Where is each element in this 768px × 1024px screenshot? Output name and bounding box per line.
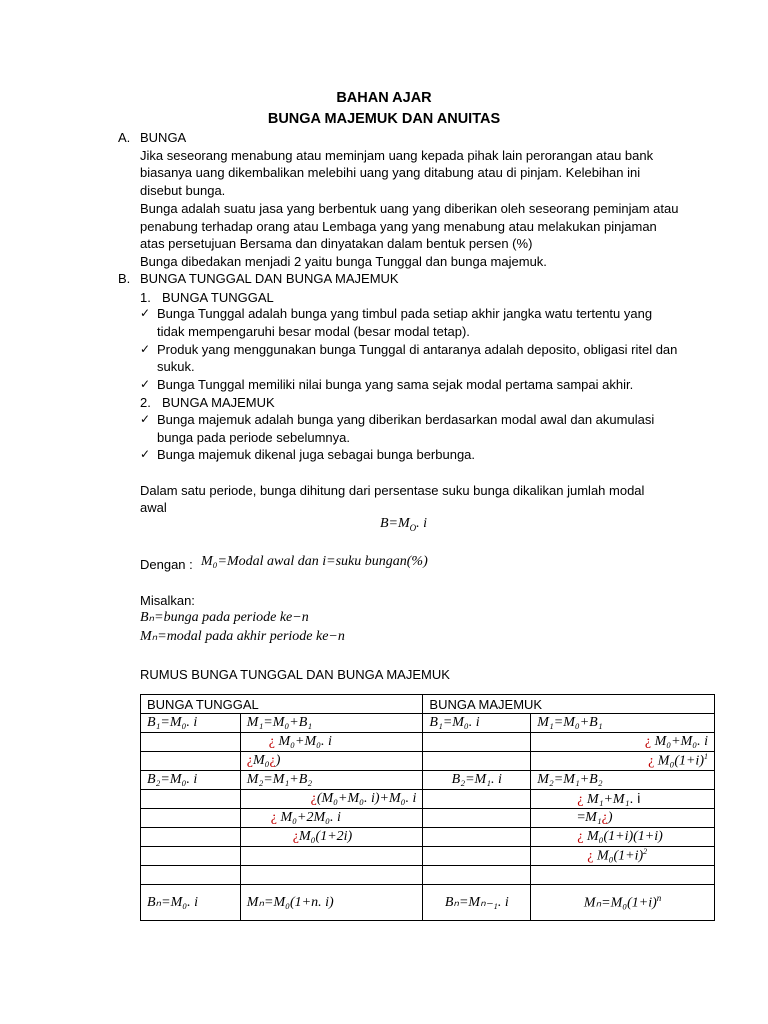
table-row <box>141 828 715 847</box>
table-cell <box>141 866 241 885</box>
table-cell <box>423 790 531 809</box>
section-a-line: Bunga dibedakan menjadi 2 yaitu bunga Tunggal dan bunga majemuk. <box>140 254 547 269</box>
table-cell <box>423 847 531 866</box>
misal-formula: Mₙ=modal pada akhir periode ke−n <box>140 629 345 644</box>
check-icon: ✓ <box>140 306 151 320</box>
table-cell: B₁=M₀. i <box>141 714 241 733</box>
table-cell <box>531 866 715 885</box>
check-item: Bunga majemuk dikenal juga sebagai bunga berbunga. <box>157 447 476 462</box>
table-row <box>141 733 715 752</box>
table-cell: B₂=M₁. i <box>423 771 531 790</box>
subsection-1-label: BUNGA TUNGGAL <box>162 290 274 305</box>
section-a-line: disebut bunga. <box>140 183 226 198</box>
table-row <box>141 809 715 828</box>
check-icon: ✓ <box>140 342 151 356</box>
table-cell: Mₙ=M₀(1+n. i) <box>240 885 423 921</box>
table-cell <box>423 828 531 847</box>
paragraph: awal <box>140 500 167 515</box>
section-a-mark: A. <box>118 130 131 145</box>
paragraph: Dalam satu periode, bunga dihitung dari persentase suku bunga dikalikan jumlah modal <box>140 483 645 498</box>
check-item: Bunga majemuk adalah bunga yang diberikan berdasarkan modal awal dan akumulasi <box>157 412 655 427</box>
table-cell: M₂=M₁+B₂ <box>531 771 715 790</box>
table-cell: M₂=M₁+B₂ <box>240 771 423 790</box>
table-header-row <box>141 695 715 714</box>
section-a-line: Bunga adalah suatu jasa yang berbentuk uang yang diberikan oleh seseorang peminjam atau <box>140 201 679 216</box>
table-cell <box>423 752 531 771</box>
doc-title: BAHAN AJAR <box>336 90 432 106</box>
subsection-1-num: 1. <box>140 290 151 305</box>
table-cell: ¿ M₀+2M₀. i <box>240 809 423 828</box>
check-item: Produk yang menggunakan bunga Tunggal di antaranya adalah deposito, obligasi ritel dan <box>157 342 678 357</box>
misal-formula: Bₙ=bunga pada periode ke−n <box>140 610 309 625</box>
table-cell <box>141 847 241 866</box>
section-b-mark: B. <box>118 271 131 286</box>
header-tunggal: BUNGA TUNGGAL <box>141 695 423 714</box>
table-row <box>141 771 715 790</box>
table-cell <box>141 733 241 752</box>
table-cell: M₁=M₀+B₁ <box>531 714 715 733</box>
check-item: bunga pada periode sebelumnya. <box>157 430 350 445</box>
table-cell: $M_n=M_0(1+i)^n$ <box>531 885 715 921</box>
table-row <box>141 847 715 866</box>
table-cell: ¿ $M_0(1+i)^1$ <box>531 752 715 771</box>
table-cell: ¿M₀(1+2i) <box>240 828 423 847</box>
doc-subtitle: BUNGA MAJEMUK DAN ANUITAS <box>267 111 501 127</box>
dengan-label: Dengan : <box>140 557 193 572</box>
table-row <box>141 866 715 885</box>
table-cell: ¿ M₀+M₀. i <box>531 733 715 752</box>
check-item: Bunga Tunggal adalah bunga yang timbul pada setiap akhir jangka watu tertentu yang <box>157 306 653 321</box>
rumus-heading: RUMUS BUNGA TUNGGAL DAN BUNGA MAJEMUK <box>140 667 450 682</box>
check-icon: ✓ <box>140 377 151 391</box>
table-cell <box>141 790 241 809</box>
check-item: sukuk. <box>157 359 195 374</box>
table-cell: ¿M₀¿) <box>240 752 423 771</box>
check-icon: ✓ <box>140 412 151 426</box>
section-a-line: atas persetujuan Bersama dan dinyatakan dalam bentuk persen (%) <box>140 236 533 251</box>
table-cell: ¿ $M_0(1+i)^2$ <box>531 847 715 866</box>
header-majemuk: BUNGA MAJEMUK <box>423 695 715 714</box>
table-cell: ¿ M₀(1+i)(1+i) <box>531 828 715 847</box>
table-cell <box>423 809 531 828</box>
section-a-line: biasanya uang dikembalikan melebihi uang yang ditabung atau di pinjam. Kelebihan ini <box>140 165 641 180</box>
table-cell: ¿(M₀+M₀. i)+M₀. i <box>240 790 423 809</box>
table-cell <box>141 809 241 828</box>
table-cell: Bₙ=M₀. i <box>141 885 241 921</box>
table-cell: ¿ M₀+M₀. i <box>240 733 423 752</box>
table-cell <box>423 866 531 885</box>
section-a-line: penabung terhadap orang atau Lembaga yang yang menabung atau melakukan pinjaman <box>140 219 657 234</box>
table-cell <box>240 866 423 885</box>
table-cell <box>141 752 241 771</box>
check-icon: ✓ <box>140 447 151 461</box>
table-cell <box>423 733 531 752</box>
table-cell <box>141 828 241 847</box>
check-item: tidak mempengaruhi besar modal (besar modal tetap). <box>157 324 470 339</box>
check-item: Bunga Tunggal memiliki nilai bunga yang sama sejak modal pertama sampai akhir. <box>157 377 634 392</box>
table-row <box>141 885 715 921</box>
table-cell: Bₙ=Mₙ₋₁. i <box>423 885 531 921</box>
table-row <box>141 752 715 771</box>
section-a-heading: BUNGA <box>140 130 187 145</box>
table-cell: =M₁¿) <box>531 809 715 828</box>
section-a-line: Jika seseorang menabung atau meminjam uang kepada pihak lain perorangan atau bank <box>140 148 654 163</box>
dengan-formula: M₀=Modal awal dan i=suku bungan(%) <box>201 554 428 569</box>
table-row <box>141 714 715 733</box>
table-cell: B₂=M₀. i <box>141 771 241 790</box>
misalkan-label: Misalkan: <box>140 593 195 608</box>
formula-main: $B=M_O$. i <box>380 516 428 533</box>
table-cell: M₁=M₀+B₁ <box>240 714 423 733</box>
table-cell: B₁=M₀. i <box>423 714 531 733</box>
section-b-heading: BUNGA TUNGGAL DAN BUNGA MAJEMUK <box>140 271 399 286</box>
table-cell <box>240 847 423 866</box>
subsection-2-num: 2. <box>140 395 151 410</box>
table-cell: ¿ M₁+M₁. i <box>531 790 715 809</box>
table-row <box>141 790 715 809</box>
rumus-table <box>140 694 715 921</box>
subsection-2-label: BUNGA MAJEMUK <box>162 395 275 410</box>
